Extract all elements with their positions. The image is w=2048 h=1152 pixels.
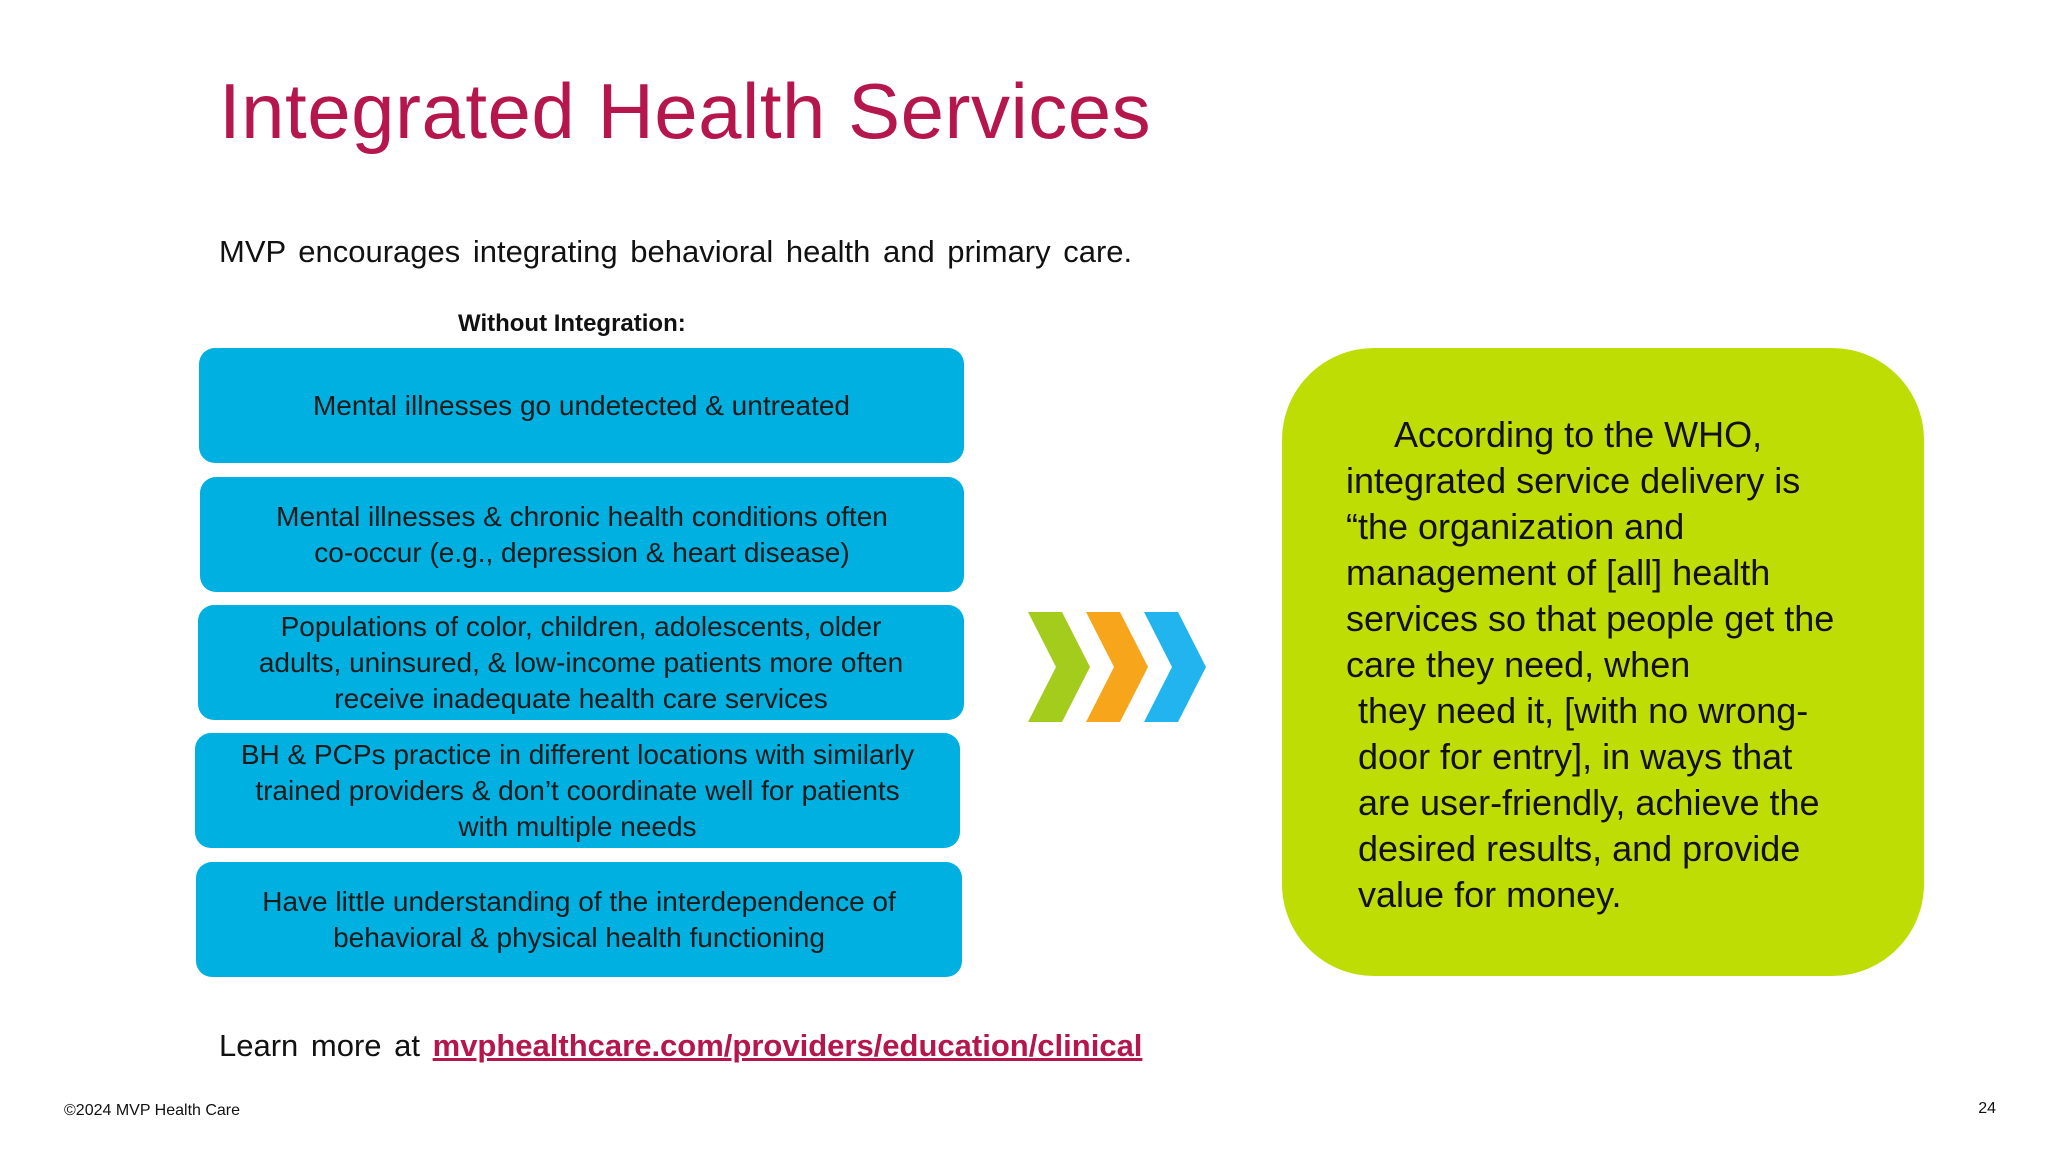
footer-copyright: ©2024 MVP Health Care xyxy=(64,1102,241,1119)
who-quote-box xyxy=(1282,348,1924,976)
learn-more-prefix: Learn more at xyxy=(219,1028,420,1063)
learn-more-text xyxy=(219,1028,1142,1064)
quote-line: value for money. xyxy=(1358,874,1622,915)
point-line: adults, uninsured, & low-income patients more often xyxy=(258,646,904,678)
quote-line: they need it, [with no wrong- xyxy=(1358,690,1809,731)
point-box-2 xyxy=(200,477,964,592)
slide-title: Integrated Health Services xyxy=(219,67,1152,155)
chevron-arrows-icon xyxy=(1028,612,1208,722)
page-number: 24 xyxy=(1978,1100,1996,1117)
quote-line: According to the WHO, xyxy=(1394,414,1763,455)
quote-line: are user-friendly, achieve the xyxy=(1358,782,1820,823)
section-label: Without Integration: xyxy=(458,310,686,337)
chevron-blue-icon xyxy=(1144,612,1206,722)
point-line: receive inadequate health care services xyxy=(334,682,828,714)
quote-line: desired results, and provide xyxy=(1358,828,1801,869)
chevron-green-icon xyxy=(1028,612,1090,722)
chevron-orange-icon xyxy=(1086,612,1148,722)
point-line: co-occur (e.g., depression & heart disease) xyxy=(314,536,850,568)
quote-line: care they need, when xyxy=(1346,644,1691,685)
quote-line: management of [all] health xyxy=(1346,552,1771,593)
point-box-4 xyxy=(195,733,960,848)
quote-line: integrated service delivery is xyxy=(1346,460,1801,501)
quote-line: “the organization and xyxy=(1346,506,1685,547)
point-line: Mental illnesses go undetected & untreated xyxy=(312,389,851,421)
quote-line: services so that people get the xyxy=(1346,598,1835,639)
quote-line: door for entry], in ways that xyxy=(1358,736,1793,777)
slide-subtitle: MVP encourages integrating behavioral health and primary care. xyxy=(219,234,1133,269)
point-line: with multiple needs xyxy=(458,810,697,842)
point-box-1 xyxy=(199,348,964,463)
point-box-5 xyxy=(196,862,962,977)
point-line: Populations of color, children, adolescents, older xyxy=(280,610,882,642)
point-line: trained providers & don’t coordinate well for patients xyxy=(255,774,900,806)
point-line: Mental illnesses & chronic health conditions often xyxy=(276,500,888,532)
point-line: BH & PCPs practice in different locations with similarly xyxy=(240,738,915,770)
point-line: behavioral & physical health functioning xyxy=(333,921,825,953)
learn-more-link[interactable]: mvphealthcare.com/providers/education/clinical xyxy=(432,1028,1143,1063)
point-line: Have little understanding of the interdependence of xyxy=(262,885,896,917)
point-box-3 xyxy=(198,605,964,720)
